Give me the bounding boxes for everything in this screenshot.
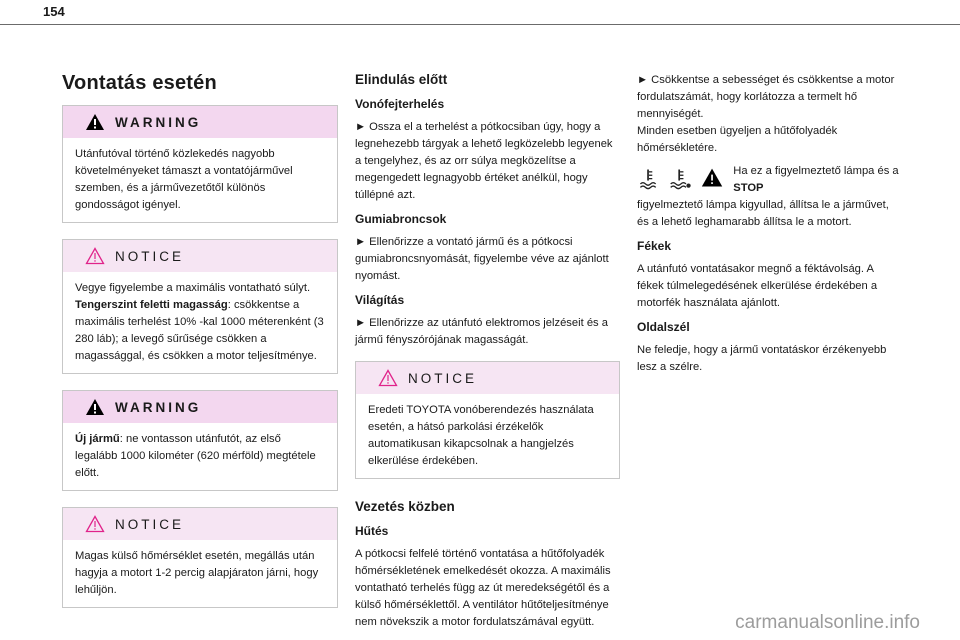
paragraph-crosswind: Ne feledje, hogy a jármű vontatáskor érzékenyebb lesz a szélre. xyxy=(637,344,887,373)
warning-label: WARNING xyxy=(115,114,202,130)
notice-text: Magas külső hőmérséklet esetén, megállás után hagyja a motort 1-2 percig alapjáraton járni, hogy lehűljön. xyxy=(75,550,319,596)
paragraph-tyres: ► Ellenőrizze a vontató jármű és a pótkocsi gumiabroncsnyomását, figyelembe véve az ajánlott nyomást. xyxy=(355,236,609,282)
watermark: carmanualsonline.info xyxy=(735,612,920,633)
paragraph-lighting: ► Ellenőrizze az utánfutó elektromos jelzéseit és a jármű fényszórójának magasságát. xyxy=(355,317,608,346)
coolant-temperature-icon xyxy=(637,165,659,191)
notice-box xyxy=(355,361,620,479)
warning-triangle-icon xyxy=(85,113,105,131)
paragraph-brakes: A utánfutó vontatásakor megnő a féktávolság. A fékek túlmelegedésének elkerülése érdekében a motorfék használata ajánlott. xyxy=(637,263,878,309)
heading-brakes: Fékek xyxy=(637,239,672,253)
heading-cooling: Hűtés xyxy=(355,524,389,538)
paragraph-stop-vehicle: figyelmeztető lámpa kigyullad, állítsa le a járművet, és a lehető leghamarabb állítsa le a motort. xyxy=(637,199,889,228)
warning-label: WARNING xyxy=(115,399,202,415)
heading-lighting: Világítás xyxy=(355,293,405,307)
heading-crosswind: Oldalszél xyxy=(637,320,690,334)
top-divider xyxy=(0,24,960,25)
notice-text-weight: Vegye figyelembe a maximális vontatható súlyt. xyxy=(75,282,311,294)
heading-tyres: Gumiabroncsok xyxy=(355,212,447,226)
notice-label: NOTICE xyxy=(408,370,478,386)
paragraph-hitch-load: ► Ossza el a terhelést a pótkocsiban úgy, hogy a legnehezebb tárgyak a lehető legközelebb legyenek a tengelyhez, és az orr súlya megközelítse a megengedett legnagyobb értéket anélkül, hogy túllépné azt. xyxy=(355,121,613,201)
paragraph-cooling: A pótkocsi felfelé történő vontatása a hűtőfolyadék hőmérsékletének emelkedését okozza. A maximális vontatható terhelés függ az út meredekségétől és a külső hőmérséklettől. A ventilátor hűtőteljesítménye nem növekszik a motor fordulatszámával együtt. xyxy=(355,548,611,628)
column-middle xyxy=(355,72,620,639)
notice-label: NOTICE xyxy=(115,516,185,532)
warning-box xyxy=(62,390,338,491)
stop-label: STOP xyxy=(733,182,764,194)
notice-box xyxy=(62,507,338,608)
notice-triangle-icon xyxy=(85,247,105,265)
heading-while-driving: Vezetés közben xyxy=(355,499,455,514)
heading-before-start: Elindulás előtt xyxy=(355,72,448,87)
page-number: 154 xyxy=(43,4,65,19)
warning-new-vehicle-bold: Új jármű xyxy=(75,433,120,445)
notice-box xyxy=(62,239,338,374)
notice-text-altitude: : csökkentse a maximális terhelést 10% -kal 1000 méterenként (3 280 láb); a levegő sűrűsége csökken a magassággal, és csökken a motor teljesítménye. xyxy=(75,299,324,362)
notice-text: Eredeti TOYOTA vonóberendezés használata esetén, a hátsó parkolási érzékelők automatikusan kikapcsolnak a hangjelzés elkerülése érdekében. xyxy=(368,404,594,467)
warning-new-vehicle-text: : ne vontasson utánfutót, az első legalább 1000 kilométer (620 mérföld) megtétele előtt. xyxy=(75,433,316,479)
notice-triangle-icon xyxy=(378,369,398,387)
warning-text: Utánfutóval történő közlekedés nagyobb követelményeket támaszt a vontatójárművel szemben, és a járművezetőtől különös gondosságot igényel. xyxy=(75,148,293,211)
heading-hitch-load: Vonófejterhelés xyxy=(355,97,445,111)
column-left xyxy=(62,72,338,624)
stop-lamp-text: Ha ez a figyelmeztető lámpa és a xyxy=(733,165,899,177)
warning-box xyxy=(62,105,338,223)
coolant-level-icon xyxy=(669,165,691,191)
section-title-towing: Vontatás esetén xyxy=(62,72,217,94)
paragraph-reduce-speed: ► Csökkentse a sebességet és csökkentse a motor fordulatszámát, hogy korlátozza a termelt hő mennyiségét. Minden esetben ügyeljen a hűtőfolyadék hőmérsékletére. xyxy=(637,74,895,154)
notice-triangle-icon xyxy=(85,515,105,533)
warning-triangle-icon xyxy=(701,165,723,191)
notice-label: NOTICE xyxy=(115,248,185,264)
column-right xyxy=(637,72,902,384)
warning-triangle-icon xyxy=(85,398,105,416)
notice-text-altitude-bold: Tengerszint feletti magasság xyxy=(75,299,228,311)
warning-lamps-row xyxy=(637,163,902,197)
